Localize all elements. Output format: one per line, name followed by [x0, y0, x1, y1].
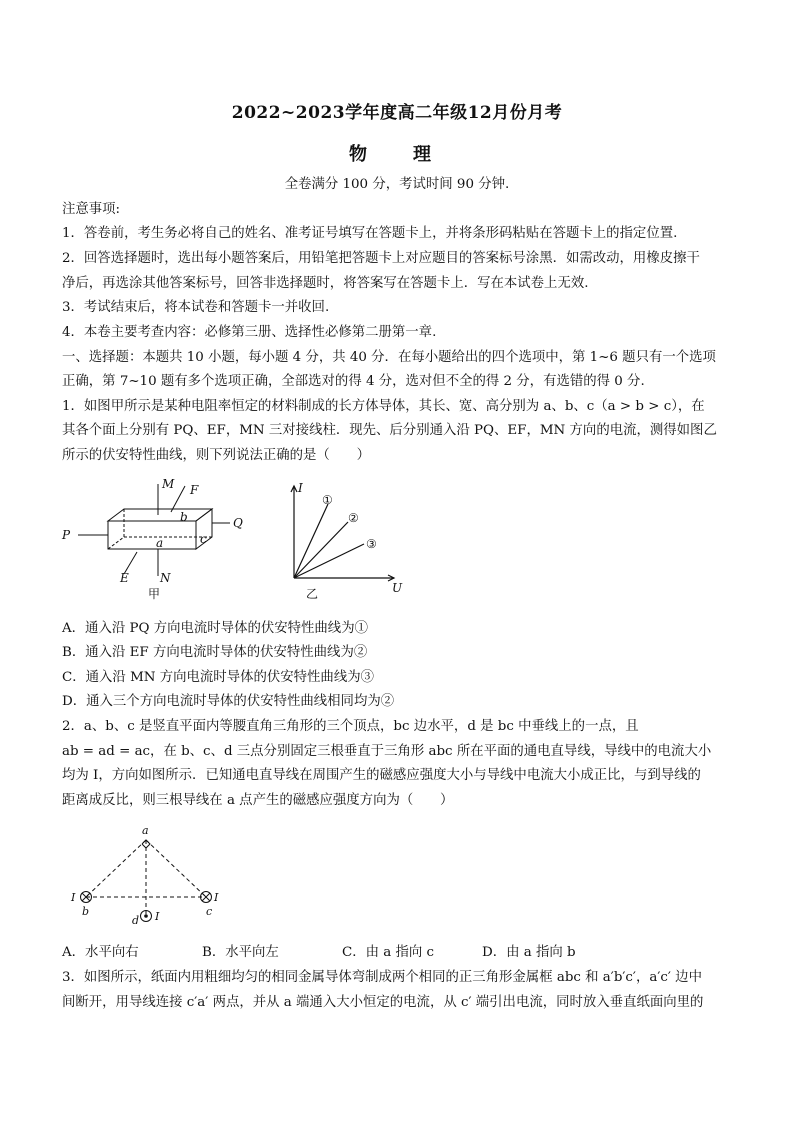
label-a: a: [142, 824, 149, 837]
cuboid-front-face: [108, 521, 196, 549]
label-M: M: [162, 477, 175, 491]
section-instruction: 一、选择题：本题共 10 小题，每小题 4 分，共 40 分．在每小题给出的四个选项中，第 1~6 题只有一个选项: [62, 350, 716, 365]
axis-label-U: U: [392, 581, 403, 595]
question-1-stem: 其各个面上分别有 PQ、EF，MN 三对接线柱．现先、后分别通入沿 PQ、EF，MN 方向的电流，测得如图乙: [62, 423, 717, 438]
question-1-option-c: C．通入沿 MN 方向电流时导体的伏安特性曲线为③: [62, 670, 374, 685]
figure-caption-yi: 乙: [306, 587, 319, 601]
notice-heading: 注意事项:: [62, 202, 121, 217]
label-P: P: [62, 528, 71, 542]
label-Q: Q: [233, 516, 243, 530]
curve-label-2: ②: [348, 511, 359, 525]
curve-2: [294, 522, 348, 578]
notice-item: 3．考试结束后，将本试卷和答题卡一并收回.: [62, 300, 330, 315]
label-N: N: [160, 571, 171, 585]
question-2-option-a: A．水平向右: [62, 945, 139, 960]
question-1-option-a: A．通入沿 PQ 方向电流时导体的伏安特性曲线为①: [62, 621, 368, 636]
curve-label-1: ①: [322, 493, 333, 507]
label-c: c: [206, 905, 213, 918]
notice-item: 4．本卷主要考查内容：必修第三册、选择性必修第二册第一章.: [62, 325, 437, 340]
curve-1: [294, 504, 328, 578]
question-1-option-d: D．通入三个方向电流时导体的伏安特性曲线相同均为②: [62, 694, 395, 709]
axis-label-I: I: [298, 481, 303, 495]
question-2-stem: ab = ad = ac，在 b、c、d 三点分别固定三根垂直于三角形 abc 所在平面的通电直导线，导线中的电流大小: [62, 744, 712, 759]
figure-triangle-wires: [64, 820, 234, 930]
question-2-option-b: B．水平向左: [202, 945, 279, 960]
subject-title: 物 理: [349, 144, 445, 165]
label-E: E: [120, 571, 129, 585]
question-2-stem: 2．a、b、c 是竖直平面内等腰直角三角形的三个顶点，bc 边水平，d 是 bc 中垂线上的一点，且: [62, 719, 639, 734]
current-label-d: I: [155, 910, 160, 923]
current-label-b: I: [71, 891, 76, 904]
curve-3: [294, 544, 364, 578]
section-instruction: 正确，第 7~10 题有多个选项正确，全部选对的得 4 分，选对但不全的得 2 分，有选错的得 0 分.: [62, 374, 645, 389]
exam-note: 全卷满分 100 分，考试时间 90 分钟.: [284, 177, 510, 192]
notice-item: 1．答卷前，考生务必将自己的姓名、准考证号填写在答题卡上，并将条形码粘贴在答题卡上的指定位置.: [62, 226, 678, 241]
notice-item: 净后，再选涂其他答案标号，回答非选择题时，将答案写在答题卡上．写在本试卷上无效.: [62, 276, 589, 291]
question-1-stem: 1．如图甲所示是某种电阻率恒定的材料制成的长方体导体，其长、宽、高分别为 a、b、c（a > b > c），在: [62, 399, 705, 414]
exam-title: 2022~2023学年度高二年级12月份月考: [231, 103, 563, 123]
current-label-c: I: [214, 891, 219, 904]
question-3-stem: 间断开，用导线连接 c′a′ 两点，并从 a 端通入大小恒定的电流，从 c′ 端引出电流，同时放入垂直纸面向里的: [62, 995, 704, 1010]
question-1-stem: 所示的伏安特性曲线，则下列说法正确的是（ ）: [62, 448, 370, 463]
edge-ac: [146, 840, 206, 897]
curve-label-3: ③: [366, 537, 377, 551]
figure-iu-curves: [282, 476, 412, 606]
figure-caption-jia: 甲: [148, 587, 161, 601]
label-d: d: [132, 914, 140, 927]
question-1-option-b: B．通入沿 EF 方向电流时导体的伏安特性曲线为②: [62, 645, 368, 660]
notice-item: 2．回答选择题时，选出每小题答案后，用铅笔把答题卡上对应题目的答案标号涂黑．如需改动，用橡皮擦干: [62, 251, 700, 266]
label-c: c: [200, 532, 207, 546]
edge-ab: [86, 840, 146, 897]
label-b: b: [180, 510, 188, 524]
question-2-stem: 距离成反比，则三根导线在 a 点产生的磁感应强度方向为（ ）: [62, 793, 454, 808]
question-2-stem: 均为 I，方向如图所示．已知通电直导线在周围产生的磁感应强度大小与导线中电流大小成正比，与到导线的: [62, 768, 701, 783]
label-F: F: [190, 483, 199, 497]
label-a: a: [156, 536, 164, 550]
question-2-option-c: C．由 a 指向 c: [342, 945, 435, 960]
label-b: b: [82, 905, 90, 918]
figure-cuboid: [60, 476, 250, 606]
question-3-stem: 3．如图所示，纸面内用粗细均匀的相同金属导体弯制成两个相同的正三角形金属框 abc 和 a′b′c′，a′c′ 边中: [62, 970, 702, 985]
question-2-option-d: D．由 a 指向 b: [482, 945, 576, 960]
